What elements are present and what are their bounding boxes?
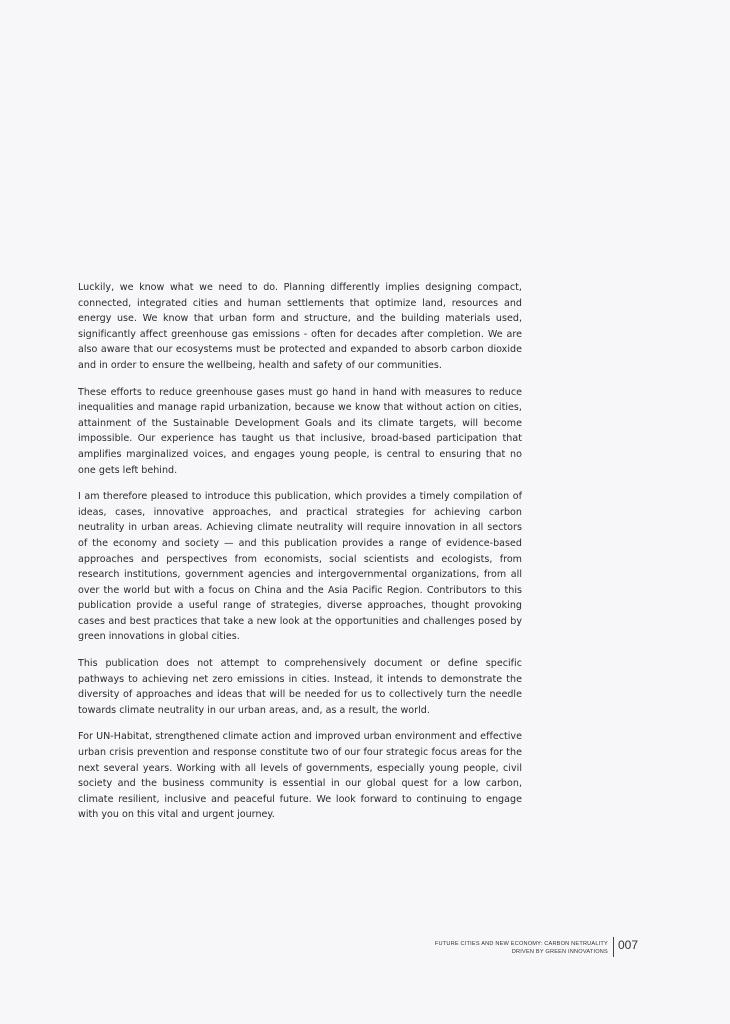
running-title-line-1: FUTURE CITIES AND NEW ECONOMY: CARBON NETRUALITY <box>434 941 608 947</box>
footer-divider <box>613 937 614 957</box>
page-footer <box>435 937 638 957</box>
running-title-line-2: DRIVEN BY GREEN INNOVATIONS <box>511 949 608 956</box>
running-title <box>435 940 613 957</box>
paragraph-4: This publication does not attempt to comprehensively document or define specific pathways to achieving net zero emissions in cities. Instead, it intends to demonstrate the diversity of approaches and ideas that will be needed for us to collectively turn the needle towards climate neutrality in our urban areas, and, as a result, the world. <box>78 658 522 716</box>
body-text <box>78 280 522 834</box>
paragraph-1: Luckily, we know what we need to do. Planning differently implies designing compact, connected, integrated cities and human settlements that optimize land, resources and energy use. We know that urban form and structure, and the building materials used, significantly affect greenhouse gas emissions - often for decades after completion. We are also aware that our ecosystems must be protected and expanded to absorb carbon dioxide and in order to ensure the wellbeing, health and safety of our communities. <box>78 282 522 371</box>
paragraph-2: These efforts to reduce greenhouse gases must go hand in hand with measures to reduce inequalities and manage rapid urbanization, because we know that without action on cities, attainment of the Sustainable Development Goals and its climate targets, will become impossible. Our experience has taught us that inclusive, broad-based participation that amplifies marginalized voices, and engages young people, is central to ensuring that no one gets left behind. <box>78 386 522 476</box>
paragraph-5: For UN-Habitat, strengthened climate action and improved urban environment and effective urban crisis prevention and response constitute two of our four strategic focus areas for the next several years. Working with all levels of governments, especially young people, civil society and the business community is essential in our global quest for a low carbon, climate resilient, inclusive and peaceful future. We look forward to continuing to engage with you on this vital and urgent journey. <box>78 731 522 821</box>
paragraph-3: I am therefore pleased to introduce this publication, which provides a timely compilation of ideas, cases, innovative approaches, and practical strategies for achieving carbon neutrality in urban areas. Achieving climate neutrality will require innovation in all sectors of the economy and society — and this publication provides a range of evidence-based approaches and perspectives from economists, social scientists and ecologists, from research institutions, government agencies and intergovernmental organizations, from all over the world but with a focus on China and the Asia Pacific Region. Contributors to this publication provide a useful range of strategies, diverse approaches, thought provoking cases and best practices that take a new look at the opportunities and challenges posed by green innovations in global cities. <box>78 491 522 643</box>
page-number: 007 <box>617 938 638 952</box>
